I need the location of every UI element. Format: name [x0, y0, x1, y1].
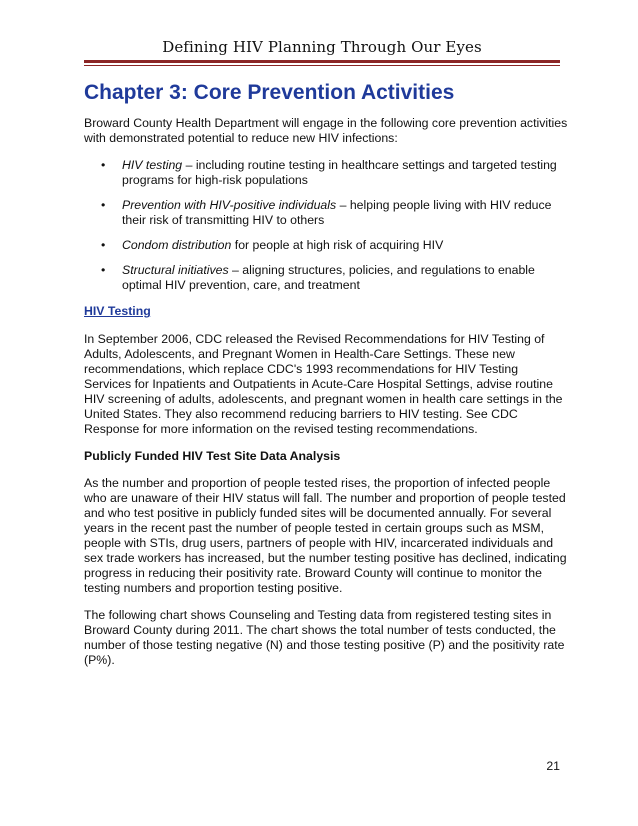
list-item [84, 238, 568, 253]
page-number: 21 [546, 759, 560, 773]
chapter-title: Chapter 3: Core Prevention Activities [84, 81, 455, 104]
intro-paragraph: Broward County Health Department will engage in the following core prevention activities with demonstrated potential to reduce new HIV infections: [84, 116, 568, 145]
bullet-marker: • [101, 263, 106, 277]
page-content [84, 116, 568, 680]
bullet-marker: • [101, 158, 106, 172]
bullet-marker: • [101, 198, 106, 212]
subheading: Publicly Funded HIV Test Site Data Analysis [84, 449, 341, 463]
list-item-text: – aligning structures, policies, and regulations to enable optimal HIV prevention, care, and treatment [122, 263, 535, 292]
list-item-term: HIV testing [122, 158, 183, 172]
header-rule-thick [84, 60, 560, 63]
list-item-text: – including routine testing in healthcare settings and targeted testing programs for high-risk populations [122, 158, 557, 187]
hiv-testing-link[interactable]: HIV Testing [84, 304, 151, 318]
list-item [84, 198, 568, 228]
list-item-text: – helping people living with HIV reduce their risk of transmitting HIV to others [122, 198, 552, 227]
list-item-term: Prevention with HIV-positive individuals [122, 198, 337, 212]
list-item [84, 158, 568, 188]
body-paragraph: As the number and proportion of people tested rises, the proportion of infected people who are unaware of their HIV status will fall. The number and proportion of people tested and who test positive in publicly funded sites will be documented annually. For several years in the recent past the number of people tested in certain groups such as MSM, people with STIs, drug users, partners of people with HIV, incarcerated individuals and sex trade workers has increased, but the number testing positive has declined, indicating progress in reducing their positivity rate. Broward County will continue to monitor the testing numbers and proportion testing positive. [84, 476, 567, 595]
bullet-marker: • [101, 238, 106, 252]
body-paragraph: The following chart shows Counseling and Testing data from registered testing sites in Broward County during 2011. The chart shows the total number of tests conducted, the number of those testing negative (N) and those testing positive (P) and the positivity rate (P%). [84, 608, 565, 667]
running-header: Defining HIV Planning Through Our Eyes [162, 38, 482, 56]
body-paragraph: In September 2006, CDC released the Revised Recommendations for HIV Testing of Adults, Adolescents, and Pregnant Women in Health-Care Settings. These new recommendations, which replace CDC's 1993 recommendations for HIV Testing Services for Inpatients and Outpatients in Acute-Care Hospital Settings, advise routine HIV screening of adults, adolescents, and pregnant women in health care settings in the United States. They also recommend reducing barriers to HIV testing. See CDC Response for more information on the revised testing recommendations. [84, 332, 563, 436]
header-rule-thin [84, 65, 560, 66]
list-item-text: for people at high risk of acquiring HIV [231, 238, 444, 252]
list-item-term: Condom distribution [122, 238, 232, 252]
activity-list [84, 158, 568, 293]
section-heading-wrap [84, 304, 568, 319]
list-item-term: Structural initiatives [122, 263, 229, 277]
list-item [84, 263, 568, 293]
